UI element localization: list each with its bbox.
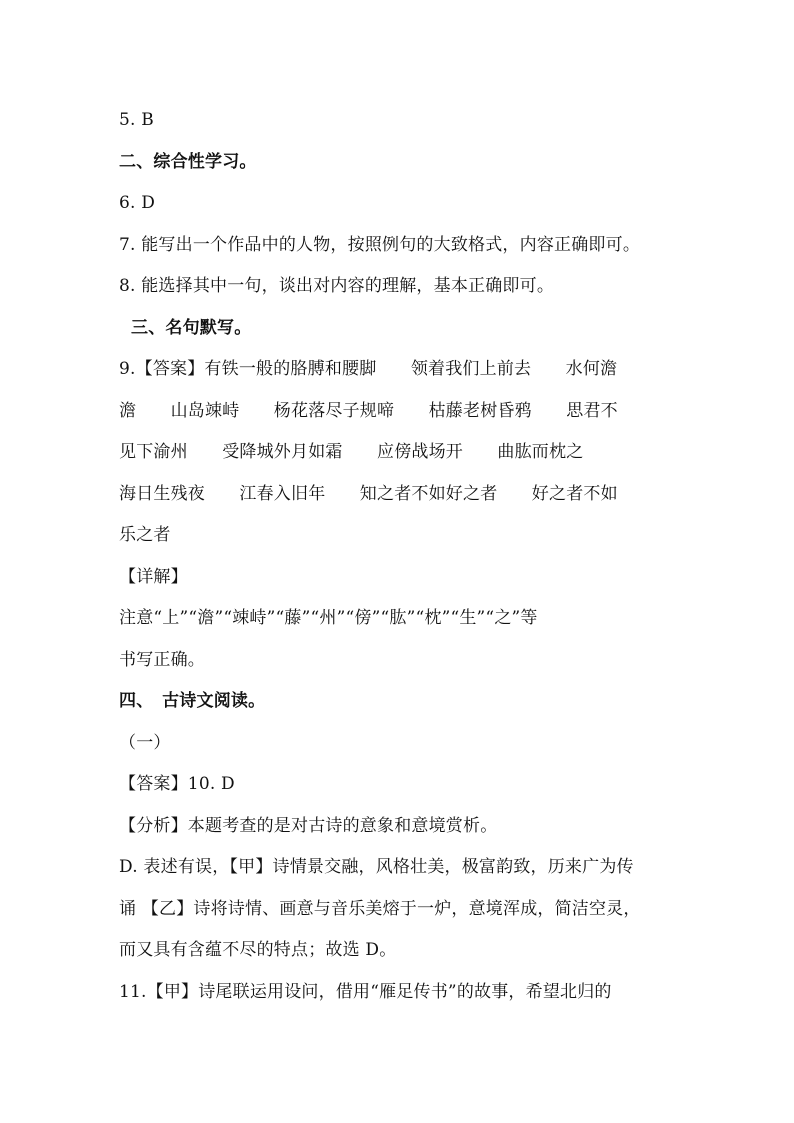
section-heading-2: 二、综合性学习。 (119, 151, 257, 172)
answer-9-line-3: 见下渝州 受降城外月如霜 应傍战场开 曲肱而枕之 (119, 442, 584, 462)
detail-label: 【详解】 (119, 566, 188, 587)
answer-5: 5. B (119, 110, 154, 130)
answer-8: 8. 能选择其中一句，谈出对内容的理解，基本正确即可。 (119, 276, 555, 296)
answer-9-line-4: 海日生残夜 江春入旧年 知之者不如好之者 好之者不如 (119, 483, 618, 504)
analysis-line-2: 诵 【乙】诗将诗情、画意与音乐美熔于一炉，意境浑成，简洁空灵， (119, 898, 641, 919)
section-heading-4: 四、 古诗文阅读。 (119, 691, 266, 711)
answer-10: 【答案】10. D (119, 774, 235, 794)
detail-line-1: 注意“上”“澹”“竦峙”“藤”“州”“傍”“肱”“枕”“生”“之”等 (119, 608, 538, 628)
analysis-label: 【分析】本题考查的是对古诗的意象和意境赏析。 (119, 815, 498, 836)
detail-line-2: 书写正确。 (119, 649, 205, 670)
answer-7: 7. 能写出一个作品中的人物，按照例句的大致格式，内容正确即可。 (119, 234, 641, 255)
answer-9-line-5: 乐之者 (119, 525, 171, 545)
answer-11-line-1: 11.【甲】诗尾联运用设问，借用“雁足传书”的故事，希望北归的 (119, 981, 612, 1002)
analysis-line-3: 而又具有含蕴不尽的特点；故选 D。 (119, 940, 397, 960)
answer-9-line-1: 9.【答案】有铁一般的胳膊和腰脚 领着我们上前去 水何澹 (119, 359, 618, 379)
section-heading-3: 三、名句默写。 (131, 317, 252, 338)
answer-6: 6. D (119, 193, 156, 213)
document-page (119, 100, 679, 1013)
answer-9-line-2: 澹 山岛竦峙 杨花落尽子规啼 枯藤老树昏鸦 思君不 (119, 400, 618, 421)
subsection-1: （一） (119, 732, 171, 753)
analysis-line-1: D. 表述有误，【甲】诗情景交融，风格壮美，极富韵致，历来广为传 (119, 857, 634, 877)
